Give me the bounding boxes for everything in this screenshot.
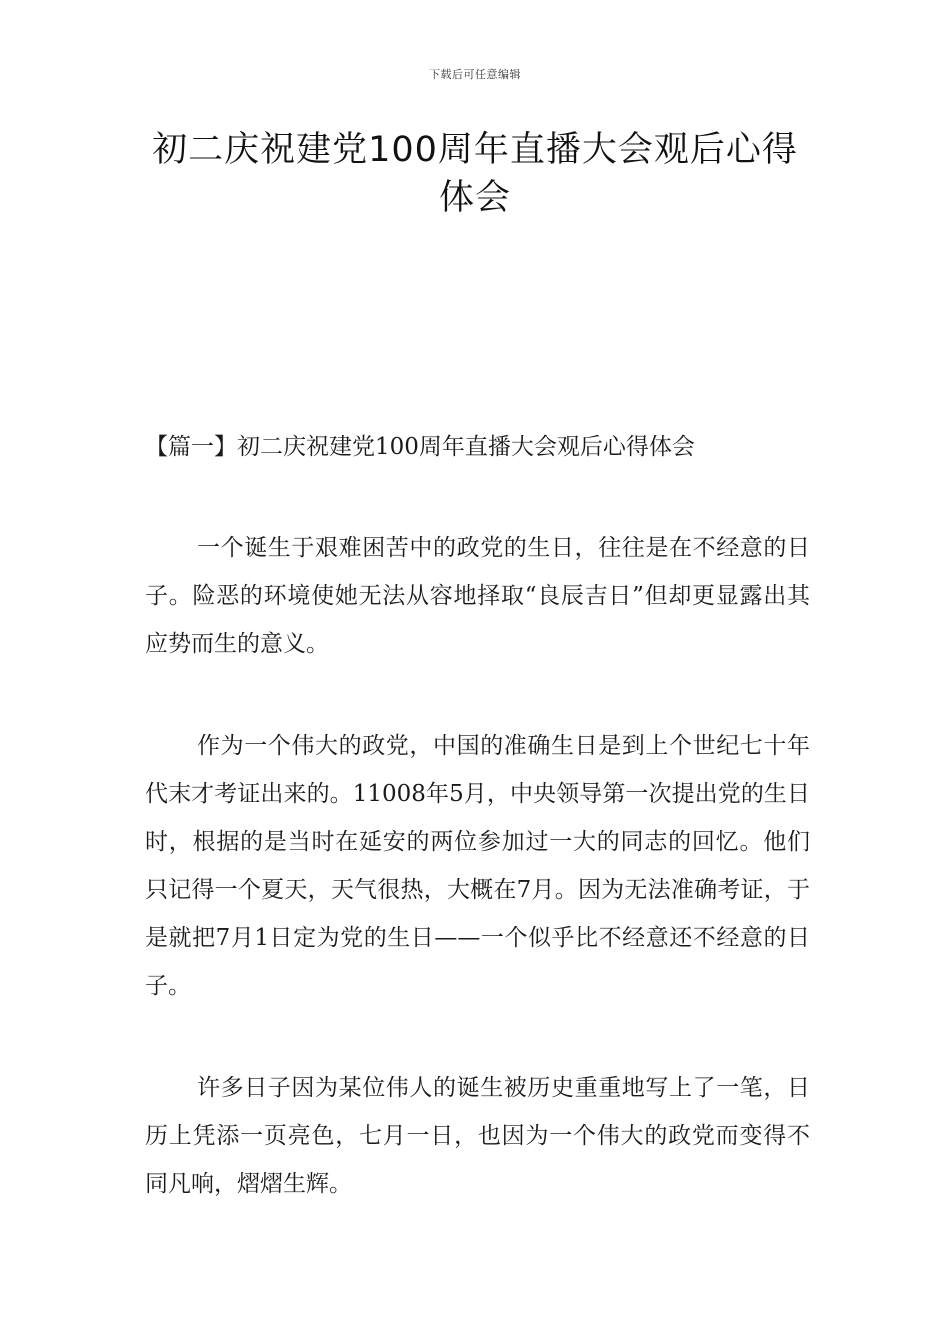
paragraph-1: 一个诞生于艰难困苦中的政党的生日，往往是在不经意的日子。险恶的环境使她无法从容地择取“良辰吉日”但却更显露出其应势而生的意义。: [145, 535, 810, 657]
document-title: 初二庆祝建党100周年直播大会观后心得体会: [152, 130, 798, 218]
paragraph-3: 许多日子因为某位伟人的诞生被历史重重地写上了一笔，日历上凭添一页亮色，七月一日，也因为一个伟大的政党而变得不同凡响，熠熠生辉。: [145, 1075, 810, 1197]
paragraph-2: 作为一个伟大的政党，中国的准确生日是到上个世纪七十年代末才考证出来的。11008年5月，中央领导第一次提出党的生日时，根据的是当时在延安的两位参加过一大的同志的回忆。他们只记得一个夏天，天气很热，大概在7月。因为无法准确考证，于是就把7月1日定为党的生日——一个似乎比不经意还不经意的日子。: [145, 733, 810, 999]
section-heading: 【篇一】初二庆祝建党100周年直播大会观后心得体会: [145, 434, 695, 460]
header-note: 下载后可任意编辑: [429, 68, 521, 81]
